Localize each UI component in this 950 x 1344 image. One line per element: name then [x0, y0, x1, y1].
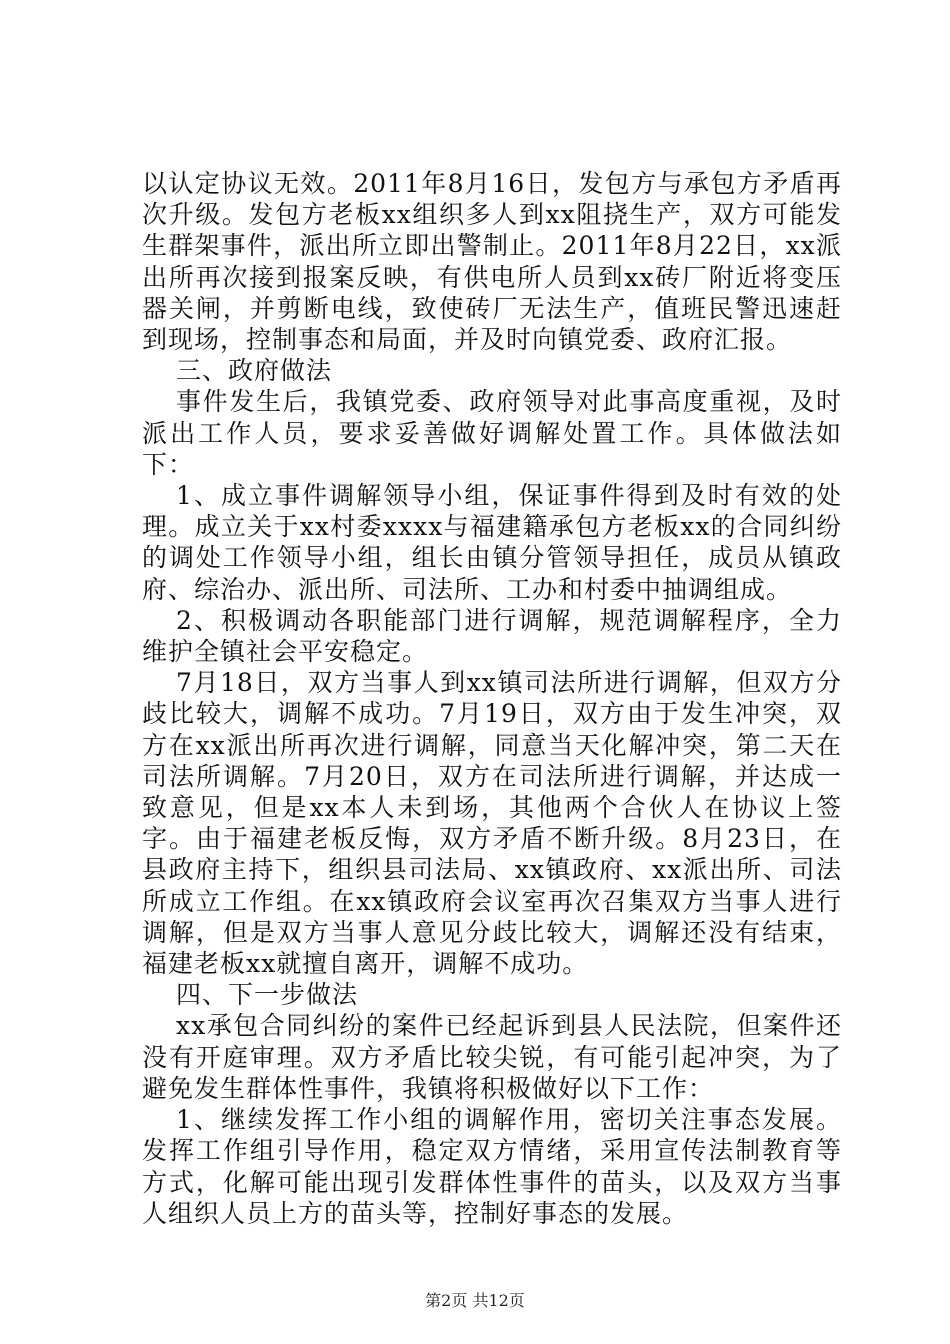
- paragraph-lawsuit-status: xx承包合同纠纷的案件已经起诉到县人民法院，但案件还没有开庭审理。双方矛盾比较尖锐，有可能引起冲突，为了避免发生群体性事件，我镇将积极做好以下工作：: [142, 1011, 842, 1103]
- paragraph-mediation-timeline: 7月18日，双方当事人到xx镇司法所进行调解，但双方分歧比较大，调解不成功。7月19日，双方由于发生冲突，双方在xx派出所再次进行调解，同意当天化解冲突，第二天在司法所调解。7月20日，双方在司法所进行调解，并达成一致意见，但是xx本人未到场，其他两个合伙人在协议上签字。由于福建老板反悔，双方矛盾不断升级。8月23日，在县政府主持下，组织县司法局、xx镇政府、xx派出所、司法所成立工作组。在xx镇政府会议室再次召集双方当事人进行调解，但是双方当事人意见分歧比较大，调解还没有结束，福建老板xx就擅自离开，调解不成功。: [142, 668, 842, 979]
- page-number-footer: 第2页 共12页: [425, 1291, 525, 1310]
- document-body: [142, 168, 842, 1229]
- paragraph-continuation: 以认定协议无效。2011年8月16日，发包方与承包方矛盾再次升级。发包方老板xx组织多人到xx阻挠生产，双方可能发生群架事件，派出所立即出警制止。2011年8月22日，xx派出所再次接到报案反映，有供电所人员到xx砖厂附近将变压器关闸，并剪断电线，致使砖厂无法生产，值班民警迅速赶到现场，控制事态和局面，并及时向镇党委、政府汇报。: [142, 169, 842, 355]
- paragraph-government-response: 事件发生后，我镇党委、政府领导对此事高度重视，及时派出工作人员，要求妥善做好调解处置工作。具体做法如下：: [142, 387, 842, 479]
- paragraph-item-2-mediation: 2、积极调动各职能部门进行调解，规范调解程序，全力维护全镇社会平安稳定。: [142, 605, 842, 667]
- paragraph-item-1-leadership-group: 1、成立事件调解领导小组，保证事件得到及时有效的处理。成立关于xx村委xxxx与福建籍承包方老板xx的合同纠纷的调处工作领导小组，组长由镇分管领导担任，成员从镇政府、综治办、派出所、司法所、工办和村委中抽调组成。: [142, 481, 842, 604]
- paragraph-next-item-1: 1、继续发挥工作小组的调解作用，密切关注事态发展。发挥工作组引导作用，稳定双方情绪，采用宣传法制教育等方式，化解可能出现引发群体性事件的苗头，以及双方当事人组织人员上方的苗头等，控制好事态的发展。: [142, 1105, 842, 1228]
- section-heading-next-steps: 四、下一步做法: [176, 980, 359, 1010]
- section-heading-government-actions: 三、政府做法: [176, 356, 333, 386]
